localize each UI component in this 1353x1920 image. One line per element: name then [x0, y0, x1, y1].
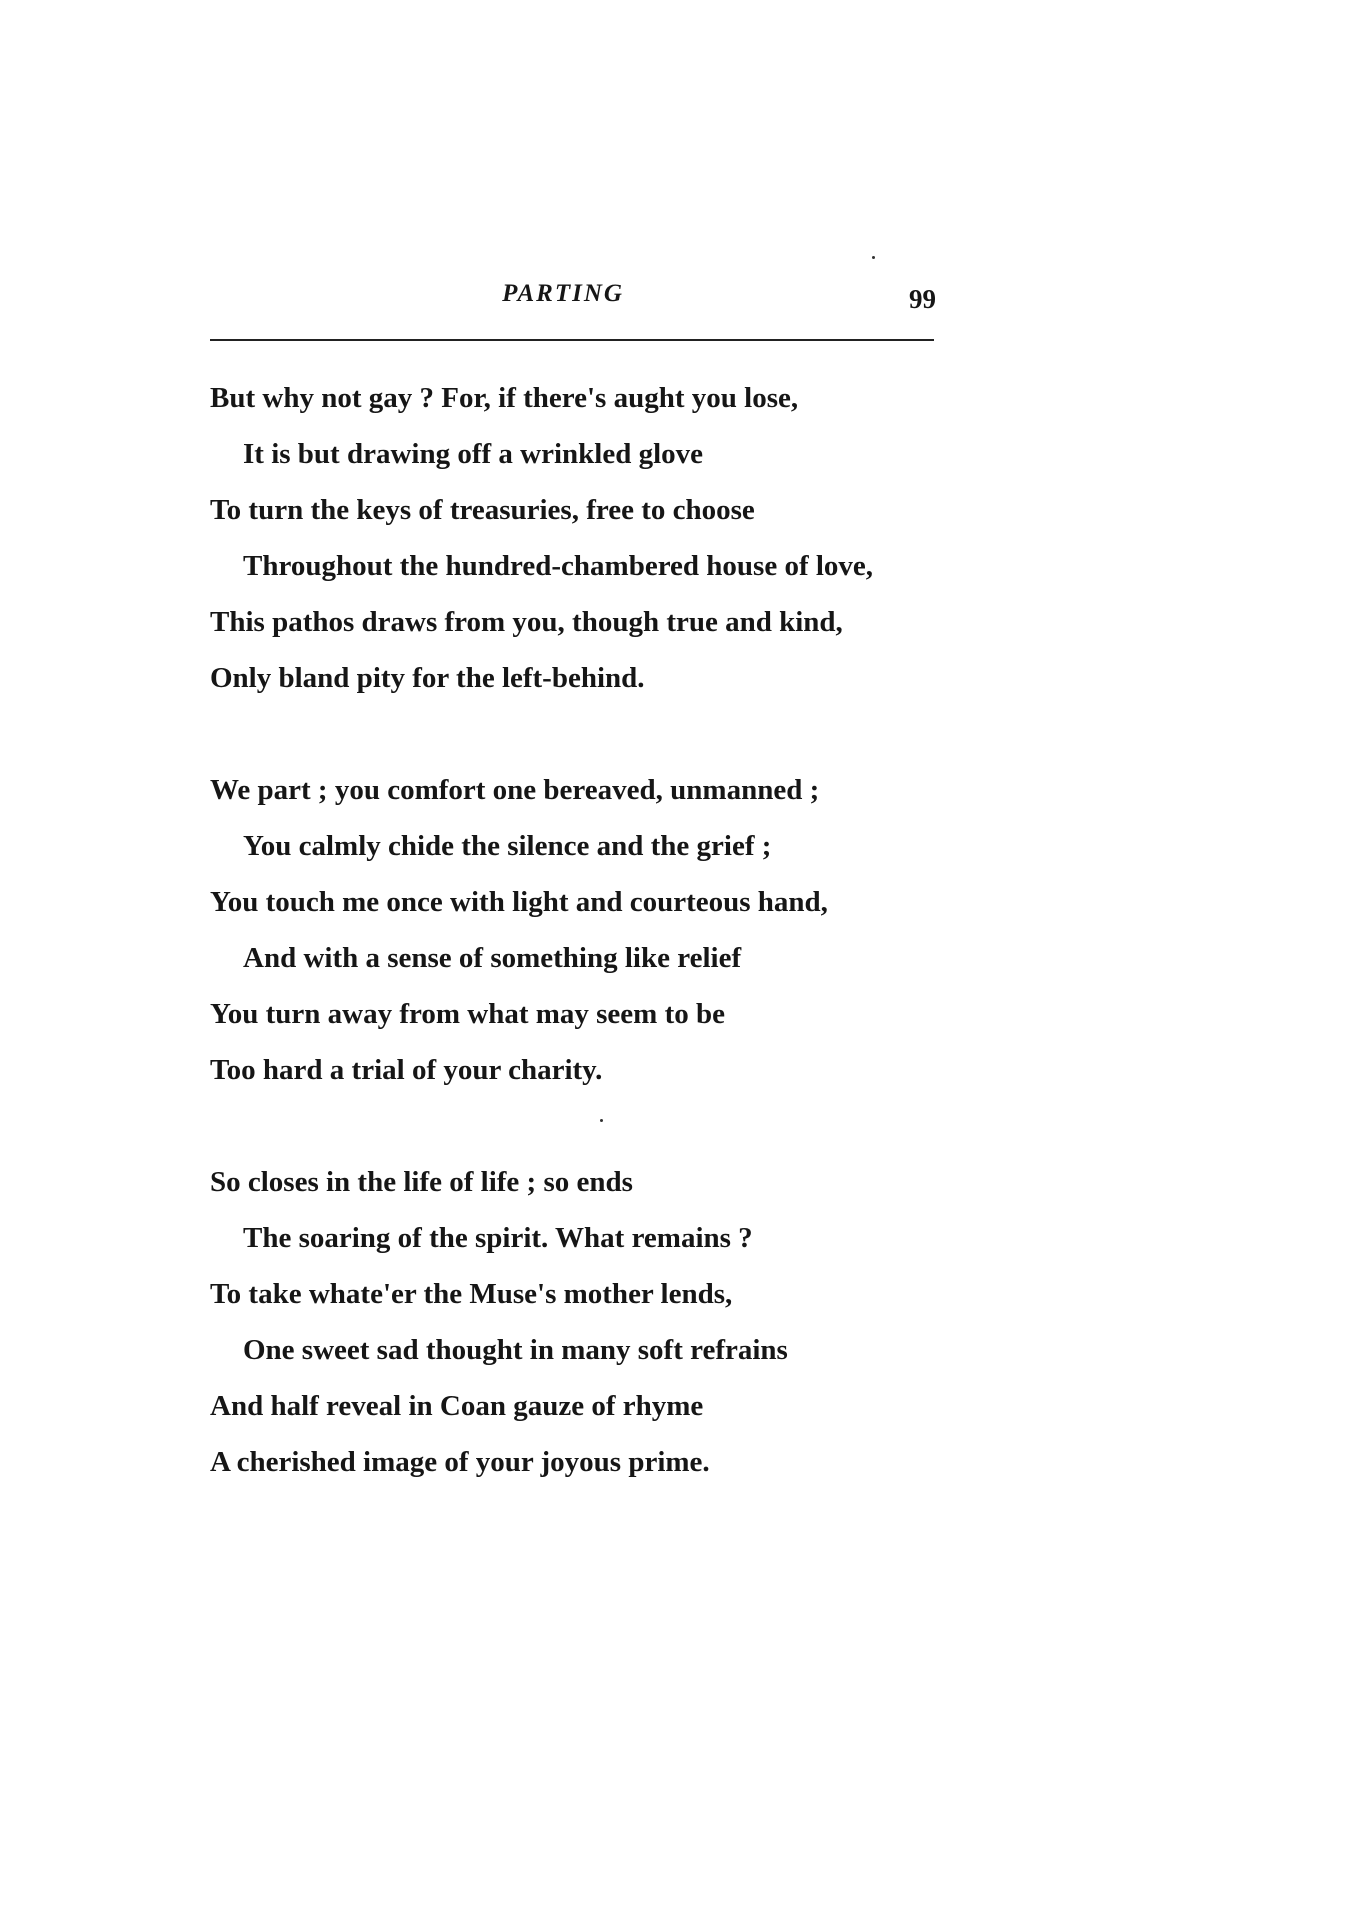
poem-line: You touch me once with light and courteous hand, — [210, 886, 828, 918]
running-title: PARTING — [502, 280, 624, 307]
poem-line: Too hard a trial of your charity. — [210, 1054, 603, 1086]
poem-line: Only bland pity for the left-behind. — [210, 662, 645, 694]
poem-line: This pathos draws from you, though true and kind, — [210, 606, 843, 638]
poem-line: And with a sense of something like relief — [243, 942, 742, 974]
stanza-1 — [210, 370, 970, 706]
poem-line: A cherished image of your joyous prime. — [210, 1446, 710, 1478]
poem-line: Throughout the hundred-chambered house of love, — [243, 550, 874, 582]
poem-line: So closes in the life of life ; so ends — [210, 1166, 633, 1198]
poem-line: You turn away from what may seem to be — [210, 998, 725, 1030]
poem-line: And half reveal in Coan gauze of rhyme — [210, 1390, 704, 1422]
poem-line: It is but drawing off a wrinkled glove — [243, 438, 704, 470]
header-rule — [210, 339, 934, 341]
poem-body — [210, 370, 970, 1546]
page-number: 99 — [909, 284, 936, 314]
poem-line: We part ; you comfort one bereaved, unmanned ; — [210, 774, 820, 806]
poem-line: But why not gay ? For, if there's aught you lose, — [210, 382, 799, 414]
poem-line: The soaring of the spirit. What remains ? — [243, 1222, 753, 1254]
stanza-3 — [210, 1154, 970, 1490]
poem-line: To take whate'er the Muse's mother lends, — [210, 1278, 733, 1310]
print-speck — [872, 256, 875, 259]
running-header — [210, 278, 936, 322]
poem-line: To turn the keys of treasuries, free to choose — [210, 494, 755, 526]
stanza-2 — [210, 762, 970, 1098]
poem-line: One sweet sad thought in many soft refrains — [243, 1334, 788, 1366]
poem-line: You calmly chide the silence and the grief ; — [243, 830, 772, 862]
